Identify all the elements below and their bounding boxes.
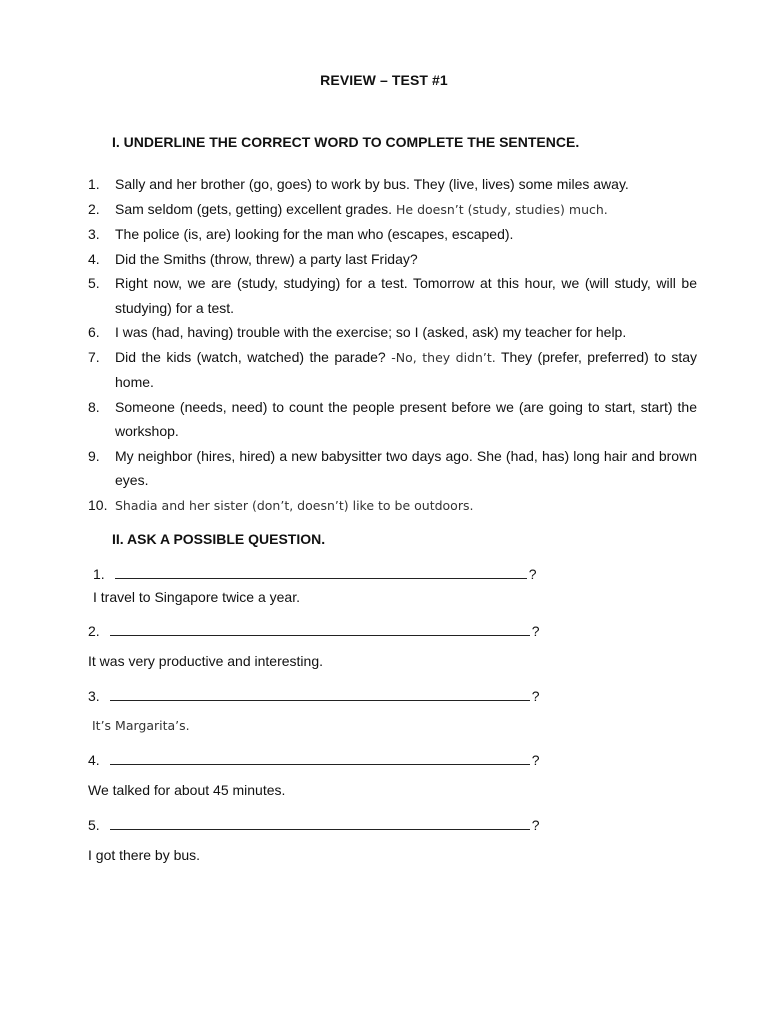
sentence-text xyxy=(115,444,697,493)
question-line-3 xyxy=(88,686,539,704)
sentence-item-2 xyxy=(88,197,697,223)
question-number: 2. xyxy=(88,623,100,639)
sentence-item-3 xyxy=(88,222,697,247)
question-line-5 xyxy=(88,815,539,833)
sentence-number: 3. xyxy=(88,226,100,242)
sentence-text xyxy=(115,320,697,345)
prompt-answer-1: I travel to Singapore twice a year. xyxy=(93,589,300,605)
answer-blank[interactable] xyxy=(110,686,530,701)
sentence-number: 2. xyxy=(88,200,100,217)
sentence-text-part-alt: He doesn’t (study, studies) much. xyxy=(392,201,608,217)
sentence-text-part: They (prefer, preferred) to stay home. xyxy=(115,348,697,390)
sentence-number: 7. xyxy=(88,348,100,365)
question-number: 3. xyxy=(88,688,100,704)
sentence-item-9 xyxy=(88,444,697,493)
question-mark: ? xyxy=(531,688,540,704)
sentence-text-part: Sam seldom (gets, getting) excellent grades. xyxy=(115,200,393,217)
sentence-number: 6. xyxy=(88,324,100,340)
page-title: REVIEW – TEST #1 xyxy=(320,72,448,88)
sentence-text xyxy=(115,222,697,247)
sentence-item-5 xyxy=(88,271,697,320)
question-line-2 xyxy=(88,621,539,639)
sentence-item-1 xyxy=(88,172,697,197)
answer-blank[interactable] xyxy=(115,564,527,579)
sentence-number: 10. xyxy=(88,496,108,513)
sentence-item-8 xyxy=(88,395,697,444)
sentence-item-4 xyxy=(88,247,697,272)
section-2-heading: II. ASK A POSSIBLE QUESTION. xyxy=(112,531,326,547)
sentence-text xyxy=(115,395,697,444)
sentence-number: 8. xyxy=(88,398,100,415)
sentence-text-part: Did the kids (watch, watched) the parade? xyxy=(115,348,386,365)
sentence-text-part-alt: -No, they didn’t. xyxy=(385,349,496,365)
answer-blank[interactable] xyxy=(110,815,530,830)
question-mark: ? xyxy=(531,817,540,833)
sentence-text-part: Sally and her brother (go, goes) to work by bus. They (live, lives) some miles away. xyxy=(115,176,629,192)
question-line-4 xyxy=(88,750,539,768)
prompt-answer-5: I got there by bus. xyxy=(88,847,201,863)
sentence-text-part-alt: Shadia and her sister (don’t, doesn’t) like to be outdoors. xyxy=(115,497,474,513)
answer-blank[interactable] xyxy=(110,621,530,636)
sentence-text-part: Someone (needs, need) to count the people present before we (are going to start, start) the workshop. xyxy=(115,398,697,439)
sentence-number: 9. xyxy=(88,447,100,464)
question-mark: ? xyxy=(528,566,537,582)
sentence-text-part: Did the Smiths (throw, threw) a party last Friday? xyxy=(115,250,418,267)
question-number: 1. xyxy=(93,566,105,582)
sentence-item-6 xyxy=(88,320,697,345)
sentence-text xyxy=(115,197,697,223)
section-1-heading: I. UNDERLINE THE CORRECT WORD TO COMPLETE THE SENTENCE. xyxy=(112,134,580,150)
sentence-item-10 xyxy=(88,493,697,519)
question-number: 5. xyxy=(88,817,100,833)
sentence-text xyxy=(115,247,697,272)
sentence-text xyxy=(115,345,697,395)
sentence-text-part: My neighbor (hires, hired) a new babysitter two days ago. She (had, has) long hair and brown eyes. xyxy=(115,447,697,488)
prompt-answer-2: It was very productive and interesting. xyxy=(88,653,324,669)
question-line-1 xyxy=(93,564,536,582)
question-number: 4. xyxy=(88,752,100,768)
question-mark: ? xyxy=(531,623,540,639)
sentence-text-part: Right now, we are (study, studying) for a test. Tomorrow at this hour, we (will study, will be studying) for a test. xyxy=(115,275,697,316)
answer-blank[interactable] xyxy=(110,750,530,765)
sentence-number: 5. xyxy=(88,275,100,291)
sentence-text xyxy=(115,493,697,519)
sentence-text xyxy=(115,172,697,197)
sentence-text-part: The police (is, are) looking for the man who (escapes, escaped). xyxy=(115,226,514,242)
sentence-text xyxy=(115,271,697,320)
sentence-text-part: I was (had, having) trouble with the exercise; so I (asked, ask) my teacher for help. xyxy=(115,324,627,340)
sentence-list xyxy=(88,172,697,518)
prompt-answer-3: It’s Margarita’s. xyxy=(92,718,190,733)
sentence-item-7 xyxy=(88,345,697,395)
sentence-number: 1. xyxy=(88,176,100,192)
sentence-number: 4. xyxy=(88,250,100,267)
question-mark: ? xyxy=(531,752,540,768)
prompt-answer-4: We talked for about 45 minutes. xyxy=(88,782,286,798)
